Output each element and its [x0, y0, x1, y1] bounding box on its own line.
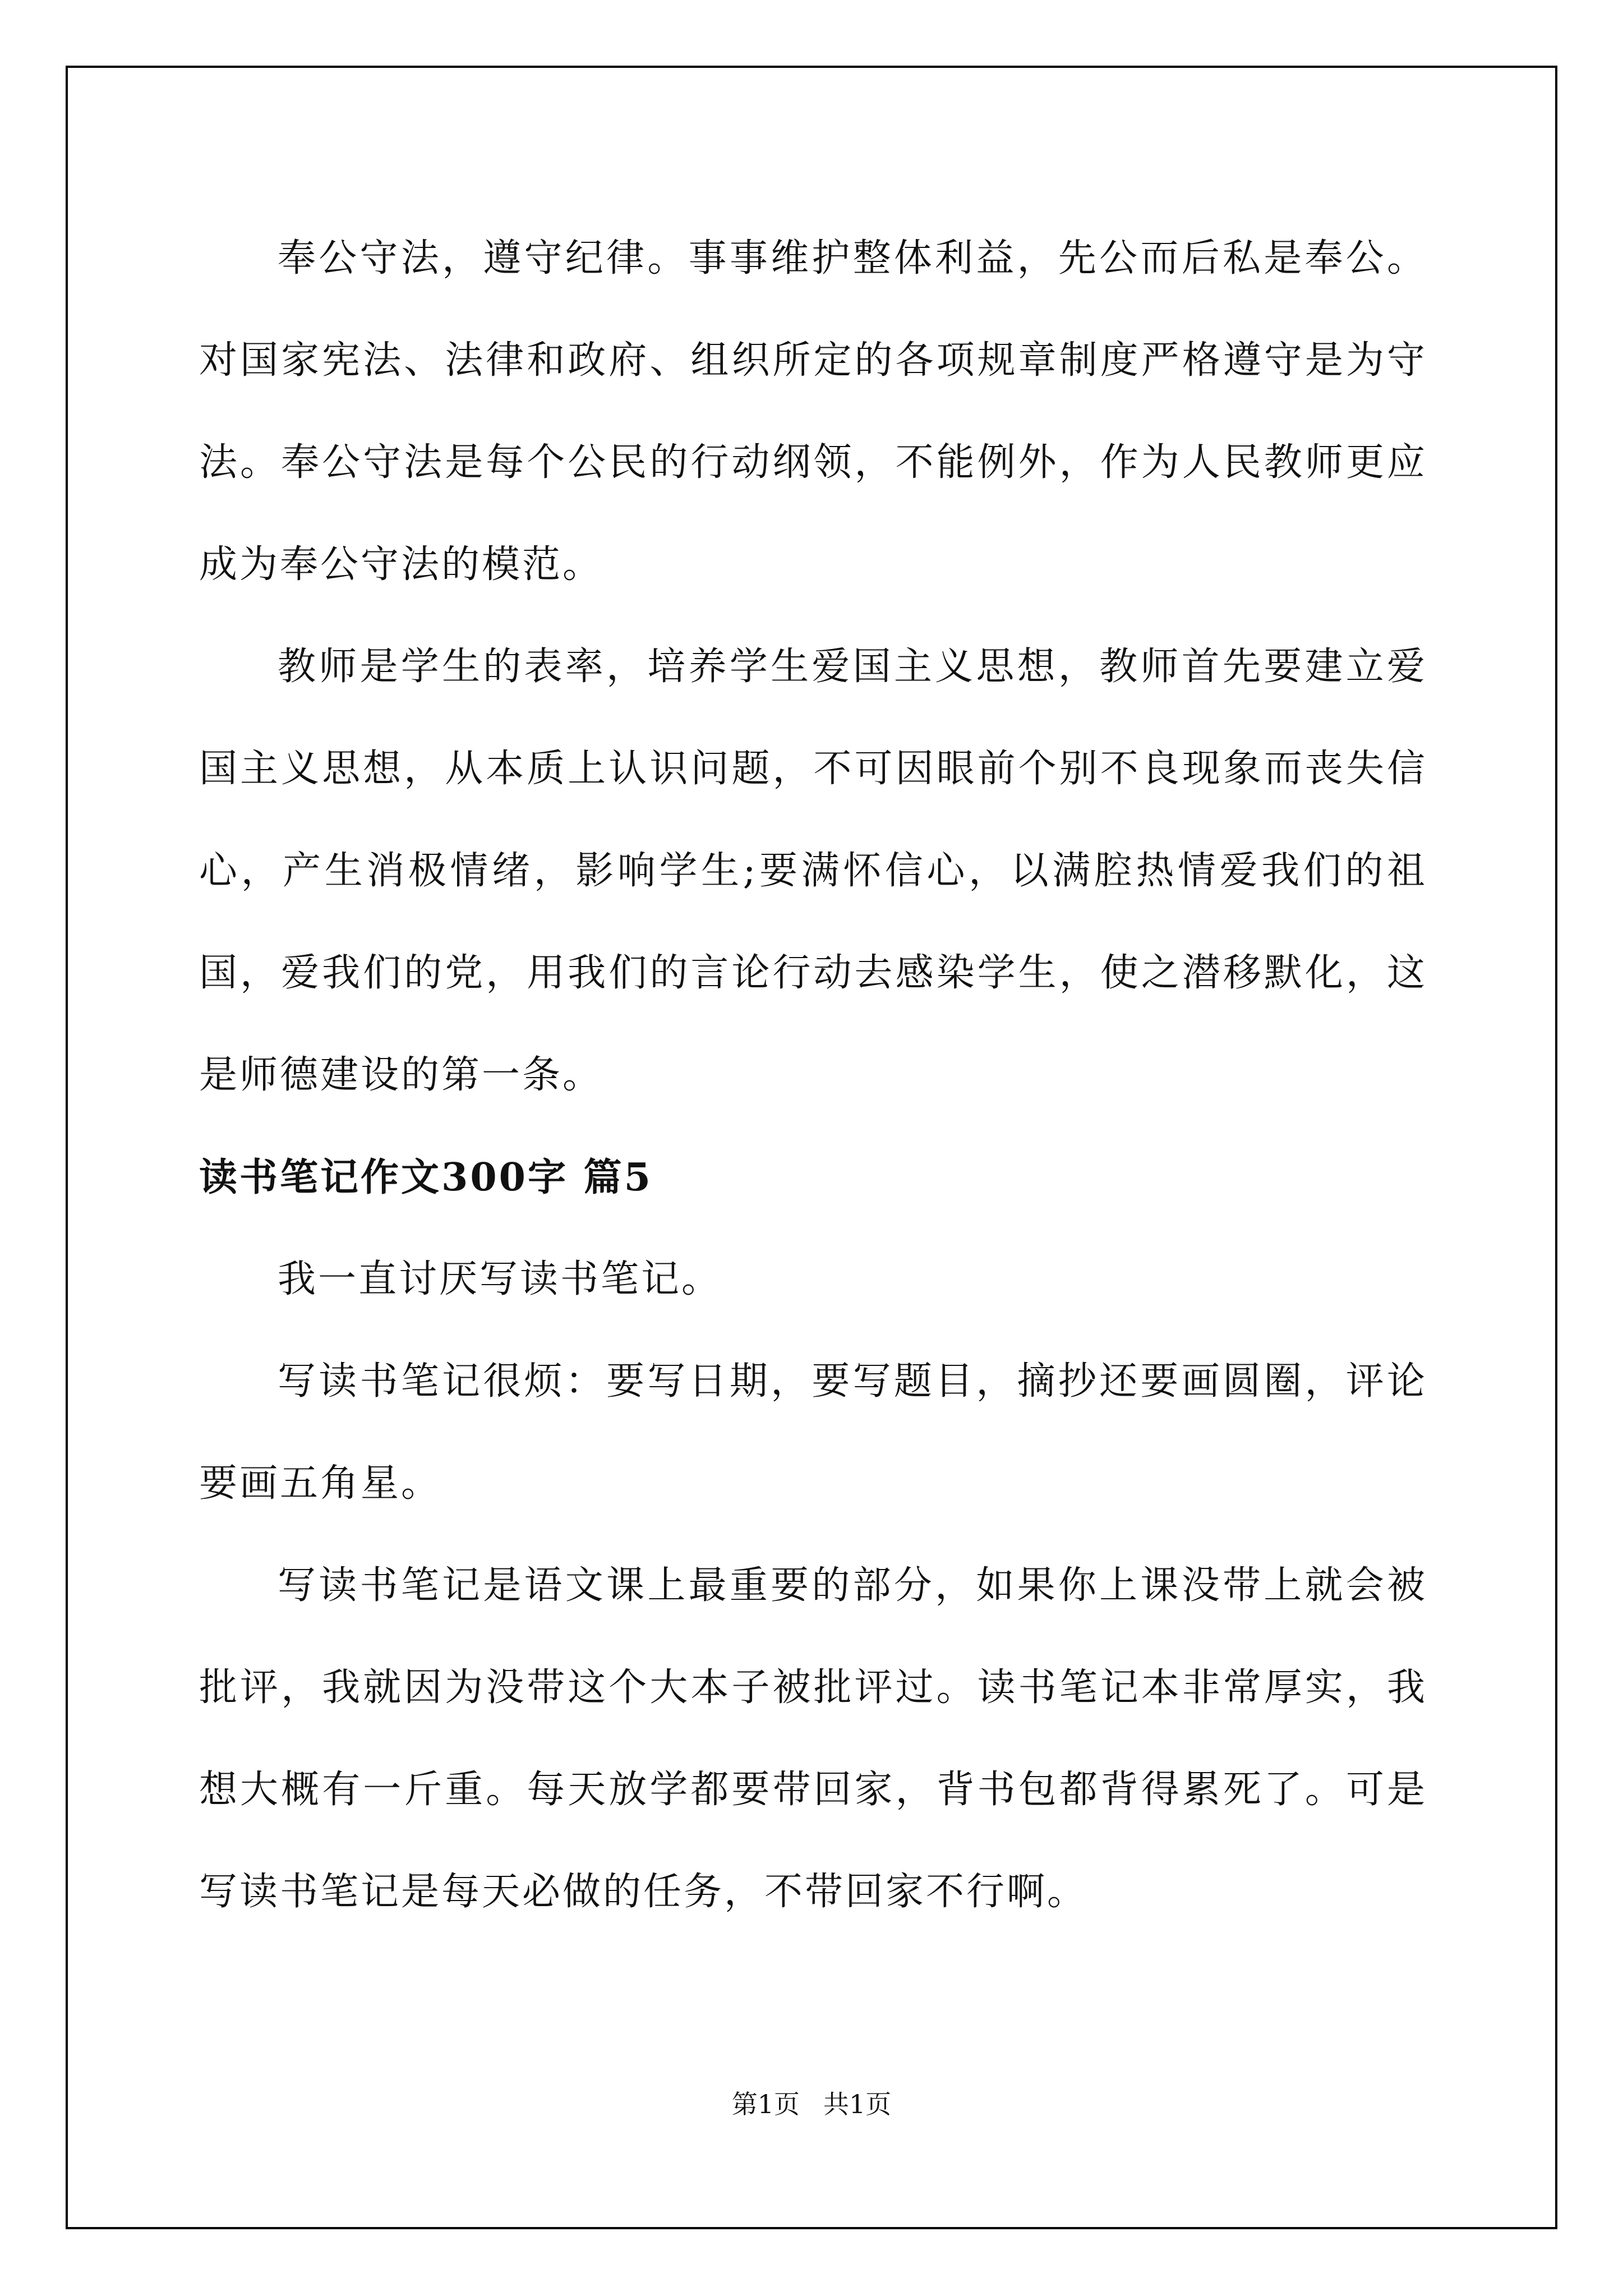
section-heading: 读书笔记作文300字 篇5: [199, 1155, 653, 1200]
paragraph-teacher-role-model: 教师是学生的表率，培养学生爱国主义思想，教师首先要建立爱国主义思想，从本质上认识问题，不可因眼前个别不良现象而丧失信心，产生消极情绪，影响学生;要满怀信心，以满腔热情爱我们的祖国，爱我们的党，用我们的言论行动去感染学生，使之潜移默化，这是师德建设的第一条。: [199, 645, 1427, 1097]
paragraph-notes-important: 写读书笔记是语文课上最重要的部分，如果你上课没带上就会被批评，我就因为没带这个大本子被批评过。读书笔记本非常厚实，我想大概有一斤重。每天放学都要带回家，背书包都背得累死了。可是写读书笔记是每天必做的任务，不带回家不行啊。: [199, 1563, 1427, 1914]
paragraph-law-abiding: 奉公守法，遵守纪律。事事维护整体利益，先公而后私是奉公。对国家宪法、法律和政府、组织所定的各项规章制度严格遵守是为守法。奉公守法是每个公民的行动纲领，不能例外，作为人民教师更应成为奉公守法的模范。: [199, 236, 1427, 587]
page-total: 共1页: [823, 2089, 892, 2119]
paragraph-notes-tedious: 写读书笔记很烦：要写日期，要写题目，摘抄还要画圆圈，评论要画五角星。: [199, 1359, 1427, 1506]
page-footer: [0, 2084, 1623, 2121]
paragraph-dislike-notes: 我一直讨厌写读书笔记。: [278, 1257, 722, 1301]
page-number: 第1页: [731, 2089, 800, 2119]
document-body: [199, 208, 1427, 1943]
